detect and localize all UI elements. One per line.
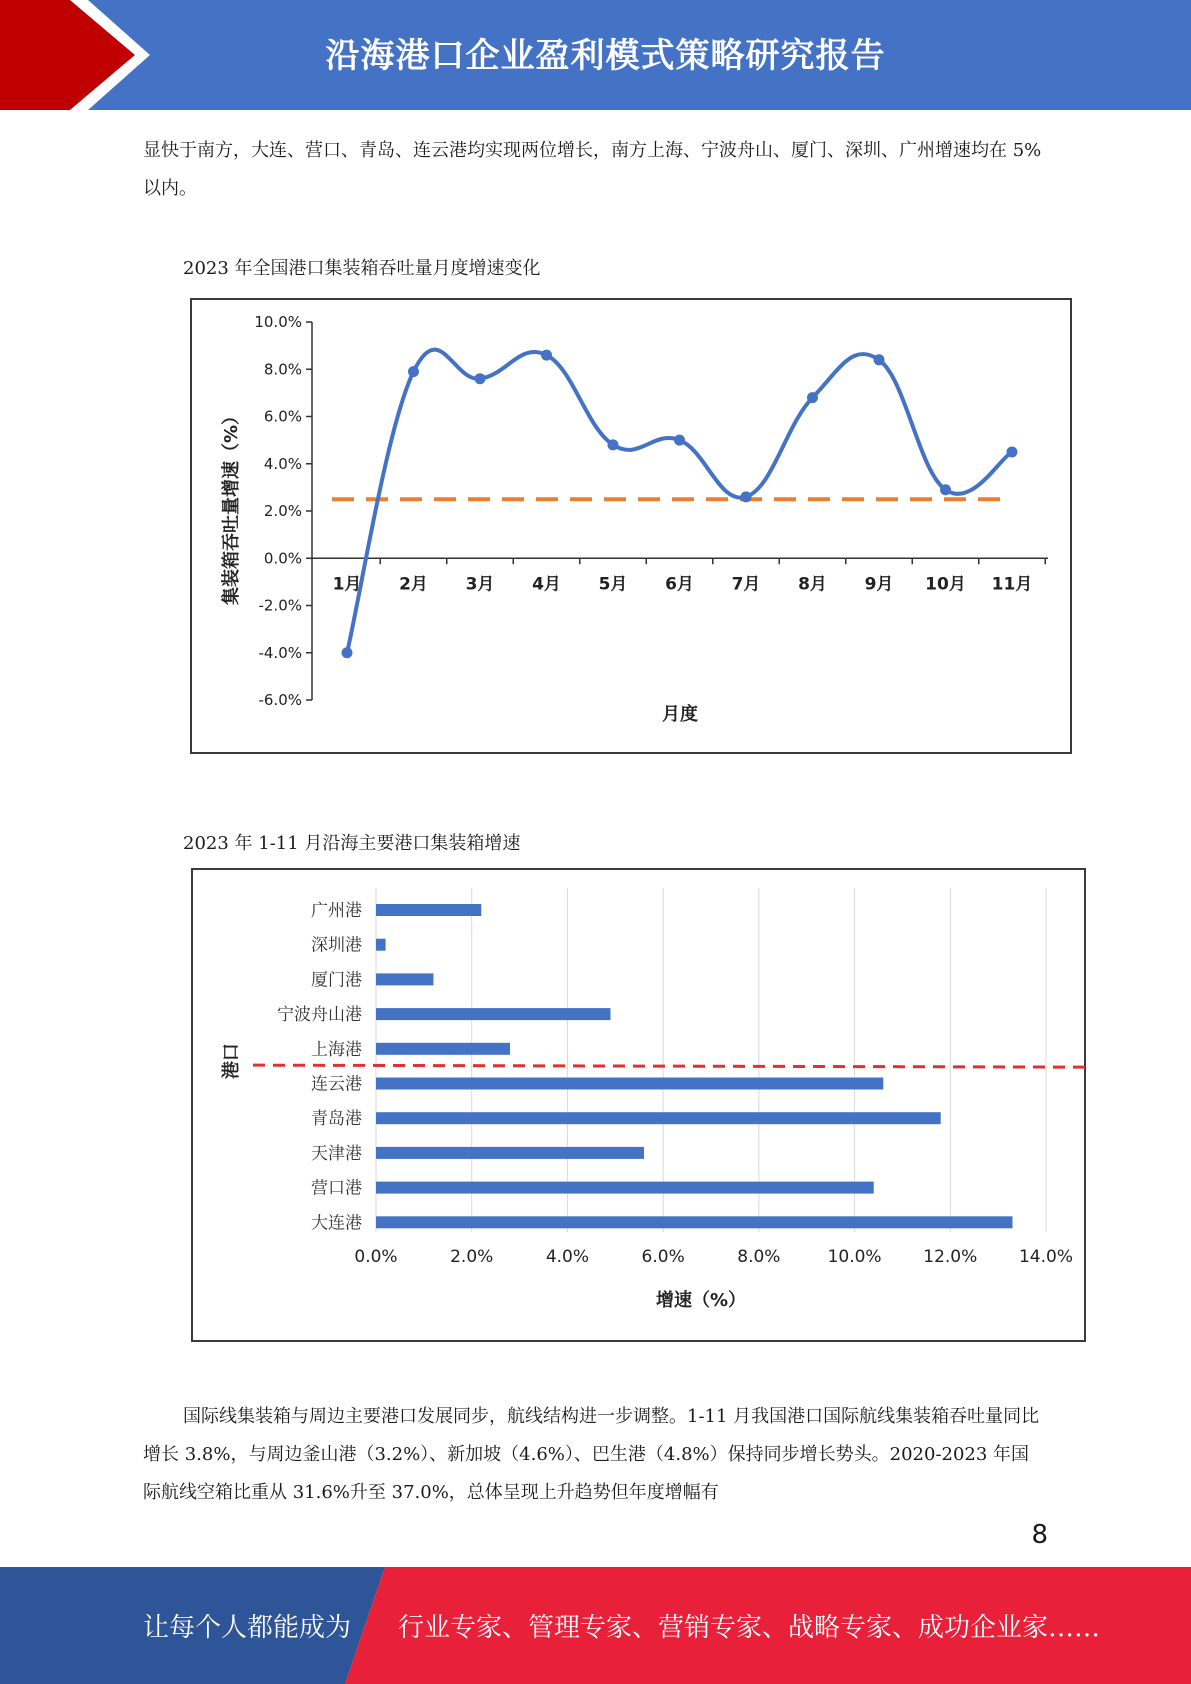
page-header — [0, 0, 1191, 110]
footer-slogan-right: 行业专家、管理专家、营销专家、战略专家、成功企业家…… — [398, 1613, 1101, 1643]
x-tick-label: 5月 — [598, 574, 628, 595]
y-tick-label: 10.0% — [254, 313, 302, 331]
data-point — [608, 439, 619, 450]
north-south-divider — [253, 1065, 1088, 1067]
bar — [376, 1078, 883, 1090]
x-tick-label: 2月 — [399, 574, 428, 595]
y-tick-label: 深圳港 — [311, 935, 362, 956]
x-tick-label: 8.0% — [737, 1247, 781, 1267]
y-tick-label: 营口港 — [311, 1178, 362, 1199]
data-point — [541, 350, 552, 361]
x-tick-label: 6月 — [665, 574, 694, 595]
data-point — [940, 484, 951, 495]
data-point — [874, 354, 885, 365]
footer-slogan-left: 让每个人都能成为 — [143, 1613, 352, 1643]
page-number: 8 — [1031, 1520, 1048, 1550]
x-axis-title: 增速（%） — [655, 1290, 747, 1311]
bar — [376, 1008, 611, 1020]
x-tick-label: 0.0% — [354, 1247, 398, 1267]
x-tick-label: 1月 — [332, 574, 362, 595]
line-chart-monthly-growth — [190, 298, 1072, 754]
y-tick-label: -2.0% — [258, 596, 302, 615]
x-tick-label: 10月 — [925, 574, 966, 595]
y-tick-label: -4.0% — [258, 643, 302, 662]
x-tick-label: 12.0% — [923, 1247, 978, 1267]
data-point — [674, 435, 685, 446]
figure-2-caption: 2023 年 1-11 月沿海主要港口集装箱增速 — [183, 833, 521, 854]
y-tick-label: 8.0% — [263, 360, 302, 379]
y-tick-label: 连云港 — [311, 1074, 362, 1095]
y-tick-label: 上海港 — [311, 1039, 362, 1060]
bar-chart-port-growth — [191, 868, 1086, 1342]
data-point — [475, 373, 486, 384]
x-tick-label: 8月 — [798, 574, 827, 595]
y-tick-label: 6.0% — [263, 407, 302, 426]
x-tick-label: 11月 — [991, 574, 1033, 595]
report-title: 沿海港口企业盈利模式策略研究报告 — [325, 36, 886, 76]
bar — [376, 1112, 941, 1124]
data-point — [741, 491, 752, 502]
y-tick-label: 大连港 — [311, 1213, 362, 1234]
bar-chart-svg — [193, 870, 1088, 1344]
x-tick-label: 4月 — [532, 574, 561, 595]
bar — [376, 1216, 1013, 1228]
y-tick-label: -6.0% — [258, 691, 302, 709]
bar — [376, 1182, 874, 1194]
y-tick-label: 2.0% — [263, 502, 302, 520]
x-tick-label: 6.0% — [641, 1247, 685, 1267]
y-tick-label: 宁波舟山港 — [277, 1005, 362, 1026]
x-tick-label: 9月 — [864, 574, 894, 595]
page-footer — [0, 1567, 1191, 1684]
y-tick-label: 4.0% — [263, 454, 302, 473]
y-tick-label: 厦门港 — [311, 970, 362, 991]
data-point — [408, 366, 419, 377]
x-tick-label: 14.0% — [1018, 1247, 1074, 1267]
x-tick-label: 2.0% — [450, 1247, 494, 1267]
y-tick-label: 天津港 — [311, 1143, 362, 1164]
y-axis-title: 集装箱吞吐量增速（%） — [221, 406, 242, 606]
bar — [376, 939, 386, 951]
bar — [376, 1147, 644, 1159]
y-tick-label: 青岛港 — [311, 1109, 362, 1130]
bar — [376, 904, 481, 916]
x-tick-label: 4.0% — [545, 1247, 590, 1267]
y-axis-title: 港口 — [221, 1043, 242, 1080]
x-axis-title: 月度 — [662, 704, 698, 725]
line-chart-svg — [192, 300, 1074, 756]
data-point — [1007, 446, 1018, 457]
y-tick-label: 广州港 — [311, 901, 362, 921]
bar — [376, 973, 433, 985]
x-tick-label: 10.0% — [827, 1247, 882, 1267]
body-paragraph-bottom: 国际线集装箱与周边主要港口发展同步，航线结构进一步调整。1-11 月我国港口国际航线集装箱吞吐量同比增长 3.8%，与周边釜山港（3.2%）、新加坡（4.6%）、巴生港（4.8%）保持同步增长势头。2020-2023 年国际航线空箱比重从 31.6%升至 37.0%，总体呈现上升趋势但年度增幅有 — [143, 1406, 1040, 1503]
bar — [376, 1043, 510, 1055]
y-tick-label: 0.0% — [263, 549, 302, 568]
body-paragraph-top: 显快于南方，大连、营口、青岛、连云港均实现两位增长，南方上海、宁波舟山、厦门、深圳、广州增速均在 5%以内。 — [143, 140, 1042, 199]
data-point — [342, 647, 353, 658]
x-tick-label: 7月 — [731, 574, 761, 595]
figure-1-caption: 2023 年全国港口集装箱吞吐量月度增速变化 — [183, 258, 541, 279]
x-tick-label: 3月 — [465, 574, 495, 595]
data-point — [807, 392, 818, 403]
